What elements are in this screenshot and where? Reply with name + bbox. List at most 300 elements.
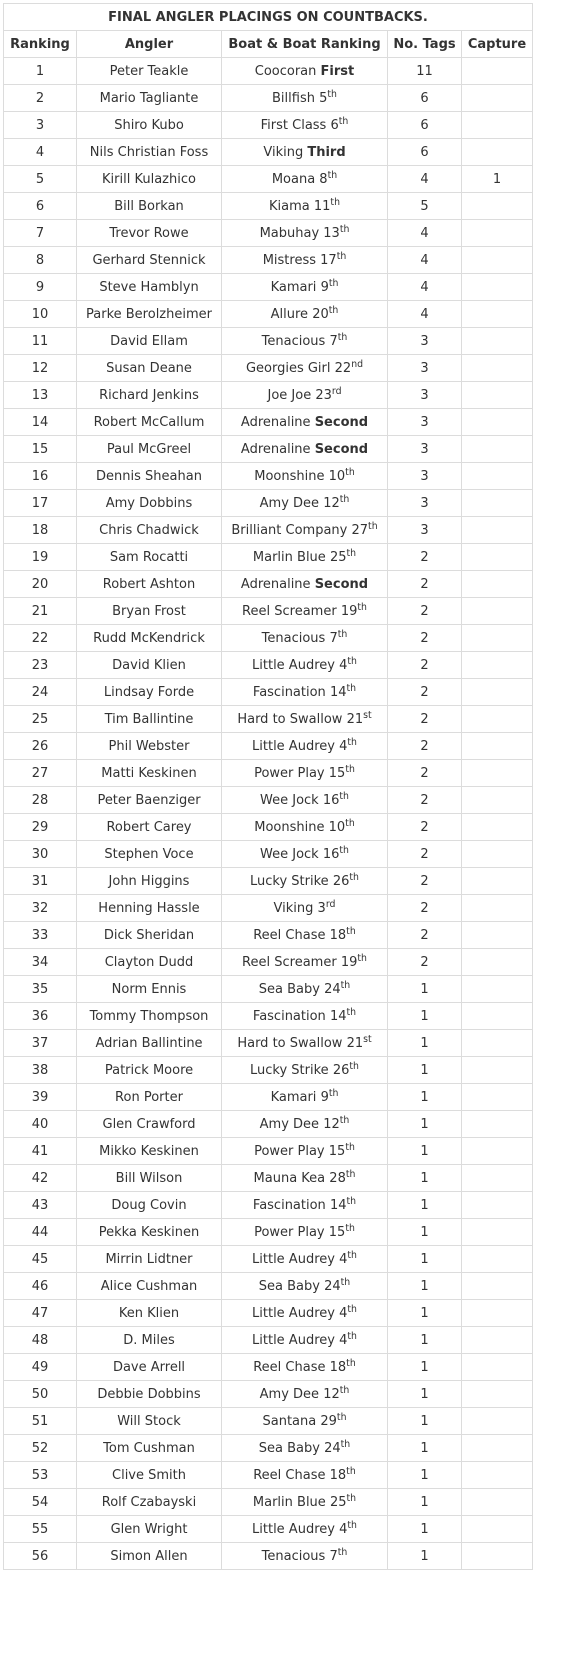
cell-capture <box>462 328 533 355</box>
boat-name: Sea Baby <box>258 1440 320 1456</box>
table-row <box>4 436 533 463</box>
table-row <box>4 1327 533 1354</box>
cell-ranking: 12 <box>4 355 77 382</box>
cell-ranking: 13 <box>4 382 77 409</box>
cell-boat-ranking <box>222 463 388 490</box>
cell-ranking: 54 <box>4 1489 77 1516</box>
cell-capture <box>462 1003 533 1030</box>
cell-ranking: 30 <box>4 841 77 868</box>
cell-angler: Robert Ashton <box>77 571 222 598</box>
cell-no-tags: 1 <box>388 1543 462 1570</box>
cell-capture <box>462 1354 533 1381</box>
cell-capture <box>462 679 533 706</box>
cell-boat-ranking <box>222 679 388 706</box>
cell-angler: Phil Webster <box>77 733 222 760</box>
table-row <box>4 841 533 868</box>
boat-placing: 20 <box>312 306 329 322</box>
cell-boat-ranking <box>222 598 388 625</box>
ordinal-suffix: th <box>345 1168 356 1180</box>
ordinal-suffix: th <box>328 304 339 316</box>
table-row <box>4 1300 533 1327</box>
cell-no-tags: 3 <box>388 463 462 490</box>
table-row <box>4 895 533 922</box>
boat-placing: 14 <box>329 1008 347 1024</box>
cell-no-tags: 1 <box>388 1489 462 1516</box>
cell-ranking: 36 <box>4 1003 77 1030</box>
ordinal-suffix: th <box>345 466 355 478</box>
cell-capture <box>462 517 533 544</box>
cell-capture: 1 <box>462 166 533 193</box>
boat-placing: 18 <box>329 927 347 943</box>
cell-capture <box>462 382 533 409</box>
angler-placings-table <box>3 3 533 1570</box>
ordinal-suffix: th <box>337 1546 348 1558</box>
boat-name: Viking <box>263 144 304 160</box>
boat-placing: 4 <box>339 738 348 754</box>
cell-ranking: 29 <box>4 814 77 841</box>
ordinal-suffix: th <box>347 1249 357 1261</box>
boat-placing: 21 <box>346 711 364 727</box>
cell-boat-ranking <box>222 733 388 760</box>
boat-placing: 5 <box>319 90 328 106</box>
cell-boat-ranking <box>222 328 388 355</box>
cell-no-tags: 1 <box>388 1327 462 1354</box>
cell-capture <box>462 1327 533 1354</box>
boat-name: Reel Screamer <box>242 603 337 619</box>
table-title: FINAL ANGLER PLACINGS ON COUNTBACKS. <box>4 4 533 31</box>
cell-angler: D. Miles <box>77 1327 222 1354</box>
cell-boat-ranking <box>222 1327 388 1354</box>
cell-no-tags: 1 <box>388 1381 462 1408</box>
header-boat-ranking: Boat & Boat Ranking <box>222 31 388 58</box>
cell-boat-ranking <box>222 1381 388 1408</box>
boat-name: Mauna Kea <box>253 1170 326 1186</box>
boat-name: Hard to Swallow <box>237 711 343 727</box>
cell-angler: Doug Covin <box>77 1192 222 1219</box>
cell-ranking: 41 <box>4 1138 77 1165</box>
table-row <box>4 1192 533 1219</box>
cell-angler: Amy Dobbins <box>77 490 222 517</box>
cell-ranking: 22 <box>4 625 77 652</box>
boat-name: Reel Chase <box>253 1359 326 1375</box>
boat-placing: 11 <box>313 198 331 214</box>
boat-placing: 26 <box>332 1062 350 1078</box>
ordinal-suffix: th <box>330 196 340 208</box>
boat-name: Tenacious <box>261 630 326 646</box>
cell-angler: Mikko Keskinen <box>77 1138 222 1165</box>
cell-ranking: 23 <box>4 652 77 679</box>
cell-ranking: 15 <box>4 436 77 463</box>
boat-placing: Second <box>314 576 369 592</box>
ordinal-suffix: th <box>346 1492 357 1504</box>
cell-angler: David Ellam <box>77 328 222 355</box>
ordinal-suffix: th <box>347 1519 357 1531</box>
cell-angler: Alice Cushman <box>77 1273 222 1300</box>
cell-no-tags: 1 <box>388 1246 462 1273</box>
boat-name: Moonshine <box>254 468 325 484</box>
cell-capture <box>462 355 533 382</box>
cell-no-tags: 2 <box>388 679 462 706</box>
cell-angler: Mario Tagliante <box>77 85 222 112</box>
cell-no-tags: 3 <box>388 409 462 436</box>
table-row <box>4 247 533 274</box>
boat-placing: 13 <box>323 225 340 241</box>
cell-angler: Clayton Dudd <box>77 949 222 976</box>
cell-ranking: 28 <box>4 787 77 814</box>
boat-name: Santana <box>262 1413 317 1429</box>
boat-placing: First <box>320 63 355 79</box>
cell-no-tags: 2 <box>388 841 462 868</box>
cell-angler: Peter Teakle <box>77 58 222 85</box>
cell-ranking: 19 <box>4 544 77 571</box>
boat-name: Wee Jock <box>260 846 319 862</box>
ordinal-suffix: th <box>337 331 348 343</box>
cell-angler: Simon Allen <box>77 1543 222 1570</box>
boat-name: Amy Dee <box>259 1116 320 1132</box>
cell-angler: Rolf Czabayski <box>77 1489 222 1516</box>
cell-no-tags: 3 <box>388 490 462 517</box>
cell-angler: Parke Berolzheimer <box>77 301 222 328</box>
cell-angler: Bill Wilson <box>77 1165 222 1192</box>
boat-placing: 12 <box>323 1386 340 1402</box>
cell-boat-ranking <box>222 1435 388 1462</box>
cell-capture <box>462 1462 533 1489</box>
cell-no-tags: 2 <box>388 787 462 814</box>
header-capture: Capture <box>462 31 533 58</box>
boat-name: Georgies Girl <box>245 360 331 376</box>
cell-capture <box>462 1381 533 1408</box>
cell-angler: John Higgins <box>77 868 222 895</box>
cell-angler: Nils Christian Foss <box>77 139 222 166</box>
table-row <box>4 1111 533 1138</box>
cell-boat-ranking <box>222 382 388 409</box>
cell-ranking: 43 <box>4 1192 77 1219</box>
cell-ranking: 48 <box>4 1327 77 1354</box>
header-ranking: Ranking <box>4 31 77 58</box>
cell-capture <box>462 895 533 922</box>
boat-placing: 29 <box>320 1413 337 1429</box>
cell-capture <box>462 1219 533 1246</box>
boat-placing: 6 <box>330 117 339 133</box>
boat-name: Power Play <box>254 1224 325 1240</box>
boat-placing: 25 <box>329 1494 347 1510</box>
boat-placing: 15 <box>328 1224 346 1240</box>
cell-angler: Rudd McKendrick <box>77 625 222 652</box>
cell-capture <box>462 922 533 949</box>
ordinal-suffix: th <box>357 952 367 964</box>
boat-placing: 9 <box>320 279 329 295</box>
cell-boat-ranking <box>222 1165 388 1192</box>
boat-placing: 7 <box>329 333 338 349</box>
cell-boat-ranking <box>222 490 388 517</box>
boat-placing: 10 <box>328 819 346 835</box>
boat-name: Allure <box>270 306 309 322</box>
boat-name: Amy Dee <box>259 495 320 511</box>
cell-ranking: 33 <box>4 922 77 949</box>
cell-angler: Richard Jenkins <box>77 382 222 409</box>
table-row <box>4 1354 533 1381</box>
boat-placing: 4 <box>339 657 348 673</box>
ordinal-suffix: th <box>346 682 357 694</box>
ordinal-suffix: th <box>339 493 350 505</box>
boat-placing: 7 <box>329 630 338 646</box>
cell-ranking: 51 <box>4 1408 77 1435</box>
cell-capture <box>462 1408 533 1435</box>
table-row <box>4 679 533 706</box>
boat-placing: 24 <box>324 1278 341 1294</box>
cell-ranking: 18 <box>4 517 77 544</box>
boat-placing: 4 <box>339 1251 348 1267</box>
cell-boat-ranking <box>222 652 388 679</box>
cell-no-tags: 1 <box>388 1030 462 1057</box>
table-row <box>4 490 533 517</box>
cell-capture <box>462 1543 533 1570</box>
cell-no-tags: 2 <box>388 598 462 625</box>
cell-ranking: 45 <box>4 1246 77 1273</box>
cell-capture <box>462 1192 533 1219</box>
cell-ranking: 10 <box>4 301 77 328</box>
cell-boat-ranking <box>222 544 388 571</box>
boat-placing: 27 <box>351 522 369 538</box>
cell-capture <box>462 85 533 112</box>
boat-name: Moana <box>271 171 316 187</box>
table-row <box>4 652 533 679</box>
boat-placing: 21 <box>346 1035 364 1051</box>
cell-no-tags: 2 <box>388 652 462 679</box>
cell-ranking: 40 <box>4 1111 77 1138</box>
cell-capture <box>462 1273 533 1300</box>
table-row <box>4 301 533 328</box>
cell-boat-ranking <box>222 1273 388 1300</box>
cell-no-tags: 2 <box>388 571 462 598</box>
header-no-tags: No. Tags <box>388 31 462 58</box>
table-row <box>4 1462 533 1489</box>
cell-angler: Robert McCallum <box>77 409 222 436</box>
cell-ranking: 1 <box>4 58 77 85</box>
cell-boat-ranking <box>222 58 388 85</box>
boat-placing: 18 <box>329 1359 347 1375</box>
cell-capture <box>462 733 533 760</box>
boat-name: Hard to Swallow <box>237 1035 343 1051</box>
table-row <box>4 517 533 544</box>
boat-name: Little Audrey <box>252 1305 335 1321</box>
boat-placing: 12 <box>323 495 340 511</box>
boat-name: Coocoran <box>254 63 317 79</box>
cell-angler: Susan Deane <box>77 355 222 382</box>
cell-angler: Ron Porter <box>77 1084 222 1111</box>
cell-no-tags: 4 <box>388 247 462 274</box>
boat-placing: 23 <box>315 387 332 403</box>
boat-placing: 7 <box>329 1548 338 1564</box>
cell-no-tags: 3 <box>388 382 462 409</box>
cell-no-tags: 1 <box>388 1138 462 1165</box>
cell-capture <box>462 1300 533 1327</box>
cell-capture <box>462 598 533 625</box>
ordinal-suffix: th <box>346 1195 357 1207</box>
boat-name: Kamari <box>270 279 317 295</box>
cell-angler: Norm Ennis <box>77 976 222 1003</box>
table-row <box>4 85 533 112</box>
cell-no-tags: 1 <box>388 976 462 1003</box>
cell-capture <box>462 571 533 598</box>
table-row <box>4 1219 533 1246</box>
boat-placing: 4 <box>339 1521 348 1537</box>
cell-capture <box>462 760 533 787</box>
cell-angler: Peter Baenziger <box>77 787 222 814</box>
cell-no-tags: 6 <box>388 112 462 139</box>
cell-angler: Matti Keskinen <box>77 760 222 787</box>
cell-boat-ranking <box>222 814 388 841</box>
boat-name: Brilliant Company <box>231 522 348 538</box>
cell-ranking: 27 <box>4 760 77 787</box>
cell-angler: Steve Hamblyn <box>77 274 222 301</box>
cell-boat-ranking <box>222 787 388 814</box>
ordinal-suffix: th <box>327 169 338 181</box>
cell-ranking: 38 <box>4 1057 77 1084</box>
cell-angler: Trevor Rowe <box>77 220 222 247</box>
cell-ranking: 6 <box>4 193 77 220</box>
cell-capture <box>462 436 533 463</box>
cell-boat-ranking <box>222 220 388 247</box>
cell-boat-ranking <box>222 112 388 139</box>
boat-name: Billfish <box>272 90 315 106</box>
cell-no-tags: 2 <box>388 868 462 895</box>
table-row <box>4 1057 533 1084</box>
cell-no-tags: 2 <box>388 760 462 787</box>
cell-no-tags: 4 <box>388 274 462 301</box>
cell-no-tags: 1 <box>388 1273 462 1300</box>
ordinal-suffix: th <box>345 1141 355 1153</box>
boat-name: Mistress <box>262 252 317 268</box>
boat-name: Reel Screamer <box>242 954 337 970</box>
cell-angler: Chris Chadwick <box>77 517 222 544</box>
cell-capture <box>462 1516 533 1543</box>
ordinal-suffix: th <box>328 1087 339 1099</box>
table-row <box>4 1138 533 1165</box>
cell-boat-ranking <box>222 1516 388 1543</box>
cell-no-tags: 6 <box>388 139 462 166</box>
cell-boat-ranking <box>222 1300 388 1327</box>
cell-boat-ranking <box>222 517 388 544</box>
boat-placing: 12 <box>323 1116 340 1132</box>
cell-angler: David Klien <box>77 652 222 679</box>
boat-placing: 26 <box>332 873 350 889</box>
cell-angler: Dennis Sheahan <box>77 463 222 490</box>
cell-angler: Tom Cushman <box>77 1435 222 1462</box>
cell-no-tags: 1 <box>388 1219 462 1246</box>
cell-ranking: 46 <box>4 1273 77 1300</box>
cell-no-tags: 1 <box>388 1300 462 1327</box>
ordinal-suffix: st <box>363 709 372 721</box>
ordinal-suffix: th <box>347 655 357 667</box>
cell-ranking: 4 <box>4 139 77 166</box>
cell-angler: Shiro Kubo <box>77 112 222 139</box>
cell-no-tags: 2 <box>388 733 462 760</box>
ordinal-suffix: th <box>339 790 349 802</box>
cell-no-tags: 4 <box>388 220 462 247</box>
boat-placing: 8 <box>319 171 328 187</box>
table-row <box>4 787 533 814</box>
boat-name: Little Audrey <box>252 1251 335 1267</box>
ordinal-suffix: th <box>340 1438 351 1450</box>
cell-no-tags: 2 <box>388 814 462 841</box>
cell-angler: Glen Crawford <box>77 1111 222 1138</box>
cell-no-tags: 6 <box>388 85 462 112</box>
cell-angler: Ken Klien <box>77 1300 222 1327</box>
cell-angler: Pekka Keskinen <box>77 1219 222 1246</box>
cell-capture <box>462 949 533 976</box>
cell-ranking: 11 <box>4 328 77 355</box>
table-row <box>4 814 533 841</box>
cell-boat-ranking <box>222 193 388 220</box>
boat-placing: 14 <box>329 1197 347 1213</box>
table-row <box>4 1516 533 1543</box>
cell-capture <box>462 301 533 328</box>
cell-boat-ranking <box>222 1111 388 1138</box>
cell-boat-ranking <box>222 274 388 301</box>
boat-name: Reel Chase <box>253 927 326 943</box>
table-row <box>4 193 533 220</box>
table-row <box>4 706 533 733</box>
cell-boat-ranking <box>222 1489 388 1516</box>
cell-boat-ranking <box>222 1003 388 1030</box>
boat-name: Marlin Blue <box>252 549 326 565</box>
cell-no-tags: 1 <box>388 1111 462 1138</box>
boat-placing: 24 <box>324 1440 341 1456</box>
cell-capture <box>462 139 533 166</box>
cell-boat-ranking <box>222 1246 388 1273</box>
boat-placing: 15 <box>328 765 346 781</box>
cell-capture <box>462 58 533 85</box>
cell-capture <box>462 787 533 814</box>
cell-no-tags: 2 <box>388 706 462 733</box>
table-row <box>4 1003 533 1030</box>
cell-capture <box>462 814 533 841</box>
boat-placing: 19 <box>340 954 358 970</box>
cell-boat-ranking <box>222 85 388 112</box>
cell-no-tags: 1 <box>388 1084 462 1111</box>
boat-placing: 4 <box>339 1332 348 1348</box>
cell-ranking: 37 <box>4 1030 77 1057</box>
boat-placing: 16 <box>322 846 340 862</box>
cell-boat-ranking <box>222 1219 388 1246</box>
cell-no-tags: 4 <box>388 166 462 193</box>
cell-boat-ranking <box>222 166 388 193</box>
cell-capture <box>462 625 533 652</box>
cell-no-tags: 3 <box>388 517 462 544</box>
cell-boat-ranking <box>222 1057 388 1084</box>
ordinal-suffix: th <box>347 1303 357 1315</box>
cell-ranking: 32 <box>4 895 77 922</box>
cell-boat-ranking <box>222 706 388 733</box>
cell-ranking: 7 <box>4 220 77 247</box>
cell-ranking: 5 <box>4 166 77 193</box>
boat-placing: 24 <box>324 981 341 997</box>
cell-ranking: 50 <box>4 1381 77 1408</box>
cell-no-tags: 2 <box>388 922 462 949</box>
boat-name: Sea Baby <box>258 1278 320 1294</box>
boat-name: Tenacious <box>261 333 326 349</box>
cell-ranking: 25 <box>4 706 77 733</box>
cell-angler: Clive Smith <box>77 1462 222 1489</box>
cell-no-tags: 2 <box>388 895 462 922</box>
table-row <box>4 274 533 301</box>
cell-ranking: 39 <box>4 1084 77 1111</box>
boat-name: Power Play <box>254 765 325 781</box>
boat-name: Sea Baby <box>258 981 320 997</box>
cell-angler: Robert Carey <box>77 814 222 841</box>
cell-capture <box>462 1489 533 1516</box>
